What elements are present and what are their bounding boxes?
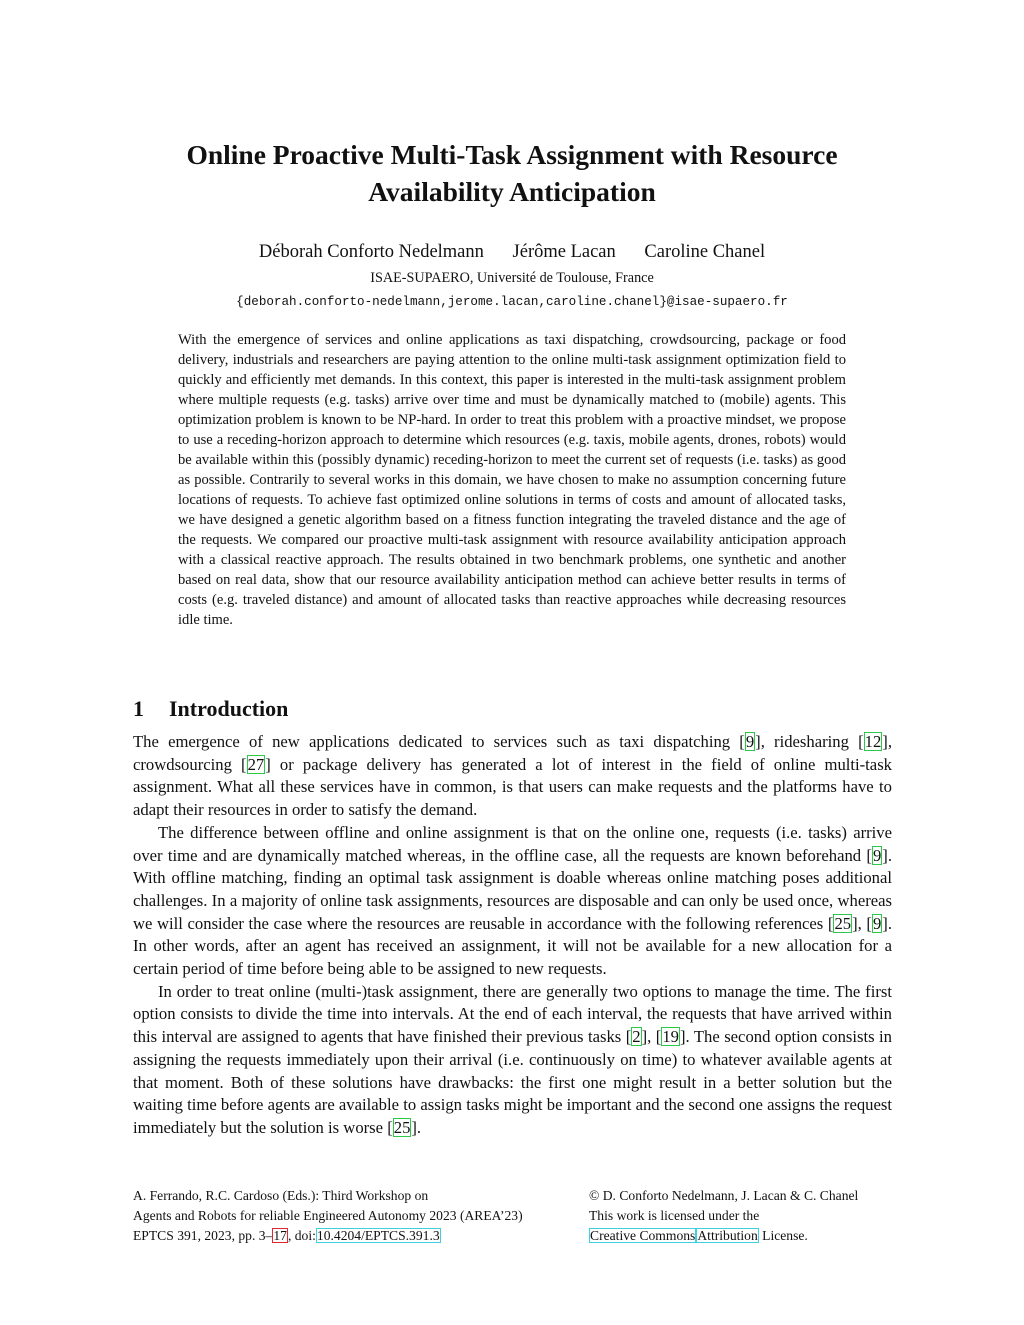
text-run: In order to treat online (multi-)task assignment, there are generally two options to manage the time. The first option consists to divide the time into intervals. At the end of each interval, the requests that have arrived within this interval are assigned to agents that have finished their previous tasks [ [133,981,892,1047]
author-emails: {deborah.conforto-nedelmann,jerome.lacan,caroline.chanel}@isae-supaero.fr [236,295,788,309]
author-3: Caroline Chanel [644,242,766,262]
affiliation: ISAE-SUPAERO, Université de Toulouse, France [370,270,654,286]
text-run: ]. [411,1117,422,1137]
text-run: EPTCS 391, 2023, pp. 3– [133,1228,273,1243]
publication-info [133,1186,583,1246]
paper-title [120,136,904,210]
text-run: The emergence of new applications dedicated to services such as taxi dispatching [ [133,732,745,751]
title-line-2: Availability Anticipation [368,176,656,207]
citation-link[interactable]: 12 [864,732,882,751]
author-2: Jérôme Lacan [512,242,616,262]
copyright-line: © D. Conforto Nedelmann, J. Lacan & C. Chanel [589,1188,859,1203]
text-run: ], ridesharing [ [755,732,864,751]
text-run: License. [758,1228,808,1243]
paragraph-1 [133,731,892,822]
section-heading [133,694,288,724]
license-info [589,1186,909,1246]
paragraph-3 [133,981,892,1140]
citation-link[interactable]: 27 [247,754,265,774]
citation-link[interactable]: 9 [872,845,882,865]
abstract: With the emergence of services and online applications as taxi dispatching, crowdsourcing, package or food delivery, industrials and researchers are paying attention to the online multi-task assignment optimization field to quickly and efficiently met demands. In this context, this paper is interested in the multi-task assignment problem where multiple requests (e.g. tasks) arrive over time and must be dynamically matched to (mobile) agents. This optimization problem is known to be NP-hard. In order to treat this problem with a proactive mindset, we propose to use a receding-horizon approach to determine which resources (e.g. taxis, mobile agents, drones, robots) would be available within this (possibly dynamic) receding-horizon to meet the current set of requests (i.e. tasks) as good as possible. Contrarily to several works in this domain, we have chosen to make no assumption concerning future locations of requests. To achieve fast optimized online solutions in terms of costs and amount of allocated tasks, we have designed a genetic algorithm based on a fitness function integrating the traveled distance and the age of the requests. We compared our proactive multi-task assignment with resource availability anticipation approach with a classical reactive approach. The results obtained in two benchmark problems, one synthetic and another based on real data, show that our resource availability anticipation method can achieve better results in terms of costs (e.g. traveled distance) and amount of allocated tasks than reactive approaches while decreasing resources idle time. [178,332,846,628]
footer-line: A. Ferrando, R.C. Cardoso (Eds.): Third Workshop on [133,1188,429,1203]
section-title: Introduction [169,696,289,721]
section-number: 1 [133,696,144,721]
attribution-link[interactable]: Attribution [697,1228,758,1243]
text-run: ]. In other words, after an agent has received an assignment, it will not be available for a new allocation for a certain period of time before being able to be assigned to new requests. [133,913,892,979]
citation-link[interactable]: 19 [662,1027,679,1047]
text-run: The difference between offline and online assignment is that on the online one, requests (i.e. tasks) arrive over time and are dynamically matched whereas, in the offline case, all the requests are known beforehand [ [133,822,892,865]
text-run: ], crowdsourcing [ [133,732,892,774]
title-line-1: Online Proactive Multi-Task Assignment with Resource [186,139,838,170]
last-page-link[interactable]: 17 [273,1228,287,1243]
citation-link[interactable]: 9 [872,913,882,933]
creative-commons-link[interactable]: Creative Commons [590,1228,696,1243]
citation-link[interactable]: 2 [632,1027,641,1047]
text-run: ], [ [641,1027,662,1047]
citation-link[interactable]: 25 [834,913,852,933]
text-run: ] or package delivery has generated a lot of interest in the field of online multi-task assignment. What all these services have in common, is that users can make requests and the platforms have to adapt their resources in order to satisfy the demand. [133,754,892,820]
author-list [120,240,904,264]
license-link-line [589,1226,909,1246]
author-1: Déborah Conforto Nedelmann [258,242,484,262]
citation-link[interactable]: 9 [745,732,755,751]
text-run: ]. With offline matching, finding an optimal task assignment is doable whereas online matching poses additional challenges. In a majority of online task assignments, resources are disposable and can only be used once, whereas we will consider the case where the resources are reusable in accordance with the following references [ [133,845,892,933]
footer-line [133,1226,583,1246]
citation-link[interactable]: 25 [393,1117,411,1137]
license-line: This work is licensed under the [589,1208,760,1223]
text-run: , doi: [287,1228,316,1243]
text-run: ]. The second option consists in assigning the requests immediately upon their arrival (i.e. continuously on time) to whatever available agents at that moment. Both of these solutions have drawbacks: the first one might result in a better solution but the waiting time before agents are available to assign tasks might be important and the second one assigns the request immediately but the solution is worse [ [133,1027,893,1137]
text-run: ], [ [852,913,872,933]
doi-link[interactable]: 10.4204/EPTCS.391.3 [316,1228,440,1243]
section-body [133,731,892,1140]
footer-line: Agents and Robots for reliable Engineered Autonomy 2023 (AREA’23) [133,1208,523,1223]
paragraph-2 [133,822,892,981]
